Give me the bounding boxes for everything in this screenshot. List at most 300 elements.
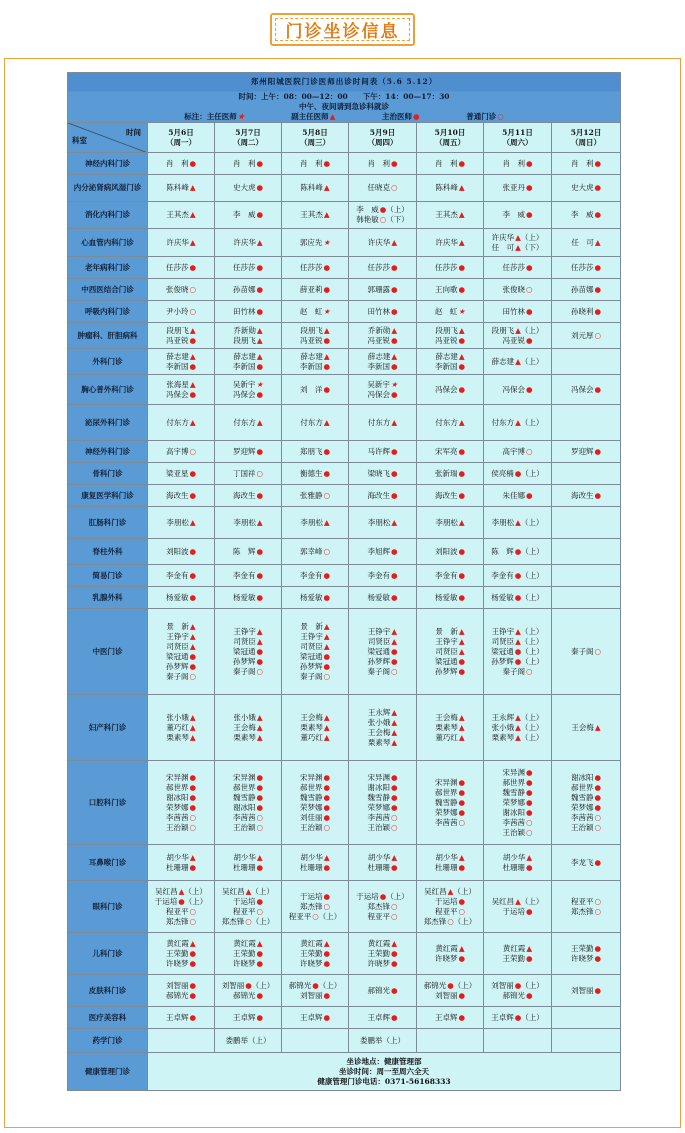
doctor-name: 任莎莎 xyxy=(434,262,458,272)
title-mark-attending: ● xyxy=(594,943,602,953)
doctor-entry xyxy=(554,447,618,457)
title-mark-deputy: ▲ xyxy=(189,183,196,192)
doctor-name: 谢冰阳 xyxy=(165,792,189,802)
doctor-entry xyxy=(351,647,414,657)
doctor-name: 秦子阁 xyxy=(502,666,525,676)
doctor-entry xyxy=(284,571,346,581)
session-note: （上） xyxy=(520,712,544,722)
doctor-entry xyxy=(217,793,279,803)
doctor-name: 任晓克 xyxy=(367,183,390,192)
schedule-cell xyxy=(215,229,282,257)
doctor-entry xyxy=(419,818,481,828)
doctor-name: 于运培 xyxy=(356,891,379,901)
title-mark-deputy: ▲ xyxy=(256,417,263,427)
day-weekday: （周二） xyxy=(233,137,263,147)
session-note: （上） xyxy=(521,980,544,990)
department-name: 脊柱外科 xyxy=(68,539,148,565)
title-mark-attending: ● xyxy=(525,158,533,168)
title-mark-deputy: ▲ xyxy=(458,712,465,722)
doctor-name: 郝世界 xyxy=(502,777,525,787)
title-mark-attending: ● xyxy=(458,158,466,168)
session-note: （上） xyxy=(520,417,544,427)
title-mark-attending: ● xyxy=(390,958,398,968)
doctor-name: 杨爱敏 xyxy=(232,592,256,602)
doctor-name: 肖 利 xyxy=(299,158,323,168)
session-note: （上） xyxy=(520,232,544,242)
department-name: 呼吸内科门诊 xyxy=(68,301,148,323)
title-mark-attending: ● xyxy=(525,953,533,963)
title-mark-attending: ● xyxy=(594,857,602,867)
doctor-entry xyxy=(486,593,549,603)
doctor-name: 杜珊珊 xyxy=(367,862,390,872)
doctor-name: 司贤臣 xyxy=(233,636,256,646)
schedule-cell xyxy=(282,202,349,229)
title-mark-attending: ● xyxy=(390,389,398,399)
doctor-entry xyxy=(217,159,279,169)
doctor-entry xyxy=(217,723,279,733)
doctor-name: 栗素琴 xyxy=(233,732,256,742)
doctor-name: 张俊晓 xyxy=(502,284,525,294)
schedule-cell xyxy=(215,153,282,175)
doctor-name: 司贤臣 xyxy=(491,636,515,646)
doctor-entry xyxy=(217,263,279,273)
doctor-entry xyxy=(284,723,346,733)
title-mark-deputy: ▲ xyxy=(391,351,398,361)
title-mark-attending: ● xyxy=(189,802,197,812)
doctor-name: 李茜茜 xyxy=(434,817,458,827)
doctor-entry xyxy=(419,627,481,637)
doctor-name: 孙梦辉 xyxy=(491,656,514,666)
title-mark-attending: ● xyxy=(458,262,466,272)
doctor-name: 李茜茜 xyxy=(165,812,189,822)
doctor-name: 王会梅 xyxy=(367,727,391,737)
doctor-name: 张海星 xyxy=(166,379,189,389)
doctor-name: 段朋飞 xyxy=(435,325,458,335)
title-mark-attending: ● xyxy=(514,646,522,656)
schedule-cell xyxy=(417,565,484,587)
doctor-entry xyxy=(419,887,481,897)
department-name: 妇产科门诊 xyxy=(68,695,148,761)
doctor-name: 宋异渊 xyxy=(165,772,189,782)
doctor-entry xyxy=(284,385,346,395)
doctor-name: 李金有 xyxy=(165,570,189,580)
doctor-name: 段朋飞 xyxy=(300,325,323,335)
schedule-cell xyxy=(282,257,349,279)
doctor-name: 王铮宇 xyxy=(166,631,189,641)
doctor-name: 谢冰阳 xyxy=(502,807,525,817)
doctor-entry xyxy=(351,912,414,922)
doctor-name: 景 新 xyxy=(300,621,323,631)
schedule-cell xyxy=(417,229,484,257)
title-mark-attending: ● xyxy=(189,990,197,1000)
title-mark-deputy: ▲ xyxy=(515,242,521,252)
schedule-cell xyxy=(215,845,282,881)
doctor-name: 胡少华 xyxy=(435,852,458,862)
title-mark-deputy: ▲ xyxy=(189,621,196,631)
doctor-name: 栗素琴 xyxy=(435,722,458,732)
title-mark-attending: ● xyxy=(256,646,264,656)
schedule-subtitle xyxy=(68,92,621,123)
day-header-2 xyxy=(282,123,349,153)
doctor-entry xyxy=(419,723,481,733)
doctor-name: 王会梅 xyxy=(571,722,594,732)
doctor-entry xyxy=(554,813,618,823)
title-mark-deputy: ▲ xyxy=(189,938,196,948)
doctor-name: 黄红霞 xyxy=(300,938,323,948)
doctor-name: 董巧红 xyxy=(166,722,189,732)
doctor-name: 杜珊珊 xyxy=(299,862,323,872)
doctor-name: 秦子阁 xyxy=(232,666,256,676)
schedule-cell xyxy=(349,375,417,405)
schedule-cell xyxy=(148,761,215,845)
title-mark-deputy: ▲ xyxy=(189,325,196,335)
doctor-name: 王卓辉 xyxy=(434,1012,458,1022)
title-mark-chief: ★ xyxy=(458,306,466,316)
title-mark-deputy: ▲ xyxy=(323,938,330,948)
schedule-cell xyxy=(282,507,349,539)
doctor-entry xyxy=(486,243,549,253)
session-note: （上） xyxy=(248,1035,271,1045)
schedule-cell xyxy=(349,202,417,229)
doctor-entry xyxy=(150,210,212,220)
title-mark-attending: ● xyxy=(525,797,533,807)
doctor-entry xyxy=(217,547,279,557)
doctor-entry xyxy=(284,813,346,823)
schedule-cell xyxy=(552,175,621,202)
schedule-cell xyxy=(417,609,484,695)
legend xyxy=(70,112,618,122)
doctor-entry xyxy=(554,773,618,783)
doctor-name: 王其杰 xyxy=(166,210,189,219)
doctor-entry xyxy=(150,853,212,863)
doctor-name: 梁冠通 xyxy=(299,651,323,661)
title-mark-attending: ● xyxy=(323,446,331,456)
title-mark-deputy: ▲ xyxy=(391,717,398,727)
doctor-entry xyxy=(419,418,481,428)
section-banner xyxy=(270,13,415,46)
doctor-name: 李金有 xyxy=(299,570,323,580)
title-mark-attending: ● xyxy=(256,284,264,294)
doctor-entry xyxy=(150,793,212,803)
schedule-cell xyxy=(417,323,484,349)
session-note: （下） xyxy=(520,242,544,252)
doctor-name: 梁亚星 xyxy=(165,468,189,478)
doctor-entry xyxy=(419,657,481,667)
doctor-entry xyxy=(486,991,549,1001)
schedule-cell xyxy=(282,539,349,565)
doctor-name: 杨爱敏 xyxy=(491,592,514,602)
schedule-cell xyxy=(282,761,349,845)
title-mark-attending: ● xyxy=(256,546,264,556)
doctor-name: 张俊晓 xyxy=(165,284,189,294)
schedule-cell xyxy=(552,202,621,229)
doctor-entry xyxy=(284,793,346,803)
title-mark-deputy: ▲ xyxy=(256,351,263,361)
title-mark-attending: ● xyxy=(458,862,466,872)
title-mark-attending: ● xyxy=(514,980,522,990)
table-row xyxy=(68,463,621,485)
schedule-cell xyxy=(552,375,621,405)
schedule-cell xyxy=(552,229,621,257)
doctor-entry xyxy=(554,307,618,317)
doctor-entry xyxy=(486,954,549,964)
doctor-name: 肖 利 xyxy=(502,158,525,168)
schedule-cell xyxy=(215,202,282,229)
doctor-name: 张小娥 xyxy=(233,712,256,722)
table-row xyxy=(68,229,621,257)
session-note: （上） xyxy=(521,468,544,478)
doctor-entry xyxy=(554,823,618,833)
doctor-name: 郝世界 xyxy=(299,782,323,792)
doctor-entry xyxy=(351,773,414,783)
doctor-entry xyxy=(351,708,414,718)
department-name: 耳鼻喉门诊 xyxy=(68,845,148,881)
doctor-name: 秦子阁 xyxy=(299,671,323,681)
doctor-entry xyxy=(217,991,279,1001)
title-mark-deputy: ▲ xyxy=(515,732,521,742)
title-mark-deputy: ▲ xyxy=(391,938,398,948)
doctor-name: 李新国 xyxy=(299,361,323,371)
doctor-name: 王其杰 xyxy=(435,210,458,219)
health-info-line: 坐诊时间：周一至周六全天 xyxy=(339,1066,430,1076)
doctor-entry xyxy=(284,238,346,248)
doctor-name: 魏雪静 xyxy=(299,792,323,802)
schedule-cell xyxy=(417,881,484,933)
title-mark-deputy: ▲ xyxy=(189,852,196,862)
title-mark-deputy: ▲ xyxy=(323,417,330,427)
doctor-entry xyxy=(284,939,346,949)
schedule-cell xyxy=(148,441,215,463)
title-mark-attending: ● xyxy=(323,812,331,822)
doctor-name: 栗素琴 xyxy=(491,732,515,742)
schedule-cell xyxy=(215,301,282,323)
schedule-cell xyxy=(484,323,552,349)
doctor-name: 薛亚莉 xyxy=(299,284,323,294)
doctor-name: 王铮宇 xyxy=(491,626,515,636)
table-row xyxy=(68,1029,621,1053)
doctor-name: 刘 洋 xyxy=(299,384,323,394)
schedule-cell xyxy=(417,539,484,565)
doctor-name: 段朋飞 xyxy=(491,325,515,335)
doctor-name: 王永辉 xyxy=(367,707,391,717)
doctor-entry xyxy=(351,986,414,996)
schedule-cell xyxy=(349,609,417,695)
doctor-name: 段朋飞 xyxy=(166,325,189,335)
schedule-cell xyxy=(282,881,349,933)
doctor-name: 薛志建 xyxy=(166,351,189,361)
schedule-cell xyxy=(349,1007,417,1029)
doctor-entry xyxy=(554,238,618,248)
doctor-entry xyxy=(150,307,212,317)
doctor-entry xyxy=(554,385,618,395)
title-mark-deputy: ▲ xyxy=(189,641,196,651)
doctor-entry xyxy=(486,385,549,395)
title-mark-attending: ● xyxy=(323,335,331,345)
schedule-cell xyxy=(484,609,552,695)
title-mark-deputy: ▲ xyxy=(323,722,330,732)
schedule-cell xyxy=(215,323,282,349)
doctor-entry xyxy=(486,733,549,743)
title-mark-deputy: ▲ xyxy=(391,325,398,335)
doctor-entry xyxy=(217,887,279,897)
doctor-name: 郝世界 xyxy=(165,782,189,792)
table-row xyxy=(68,257,621,279)
doctor-name: 李金有 xyxy=(367,570,390,580)
doctor-name: 胡少华 xyxy=(502,852,526,862)
title-mark-deputy: ▲ xyxy=(323,183,330,192)
schedule-cell xyxy=(148,881,215,933)
doctor-entry xyxy=(351,215,414,225)
title-mark-attending: ● xyxy=(189,862,197,872)
doctor-entry xyxy=(217,183,279,193)
title-mark-attending: ● xyxy=(323,802,331,812)
schedule-cell xyxy=(552,507,621,539)
title-mark-general: ○ xyxy=(189,812,197,822)
doctor-entry xyxy=(419,853,481,863)
doctor-name: 李 威 xyxy=(232,210,256,219)
schedule-cell xyxy=(148,175,215,202)
doctor-name: 刘智丽 xyxy=(221,980,245,990)
title-mark-deputy: ▲ xyxy=(515,356,521,366)
day-header-3 xyxy=(349,123,417,153)
doctor-entry xyxy=(217,773,279,783)
doctor-name: 郭幸峰 xyxy=(299,546,323,556)
session-note: （上） xyxy=(520,356,544,366)
session-note: （上） xyxy=(184,896,208,906)
schedule-cell xyxy=(349,761,417,845)
doctor-entry xyxy=(217,959,279,969)
doctor-entry xyxy=(217,637,279,647)
doctor-entry xyxy=(150,326,212,336)
doctor-entry xyxy=(419,491,481,501)
doctor-name: 荣梦娜 xyxy=(502,797,525,807)
schedule-body xyxy=(68,73,621,1091)
schedule-cell xyxy=(349,463,417,485)
title-mark-general: ○ xyxy=(189,306,197,316)
schedule-cell xyxy=(282,1029,349,1053)
title-mark-attending: ● xyxy=(189,389,197,399)
schedule-cell xyxy=(148,463,215,485)
doctor-entry xyxy=(217,238,279,248)
doctor-name: 刘元厚 xyxy=(571,330,594,340)
doctor-entry xyxy=(150,813,212,823)
schedule-cell xyxy=(552,933,621,975)
session-note: （上） xyxy=(521,592,544,602)
doctor-entry xyxy=(284,912,346,922)
schedule-cell xyxy=(484,153,552,175)
doctor-name: 史大虎 xyxy=(571,183,594,192)
doctor-entry xyxy=(351,728,414,738)
title-mark-attending: ● xyxy=(390,335,398,345)
title-mark-deputy: ▲ xyxy=(458,646,465,656)
schedule-cell xyxy=(417,975,484,1007)
title-mark-attending: ● xyxy=(514,592,522,602)
schedule-cell xyxy=(417,485,484,507)
title-mark-attending: ● xyxy=(514,1012,522,1022)
title-mark-deputy: ▲ xyxy=(391,707,398,717)
doctor-entry xyxy=(150,1013,212,1023)
title-mark-general: ○ xyxy=(312,911,319,921)
schedule-cell xyxy=(148,257,215,279)
doctor-entry xyxy=(419,238,481,248)
doctor-name: 海改生 xyxy=(165,490,189,500)
title-mark-attending: ● xyxy=(256,792,264,802)
title-mark-attending: ● xyxy=(594,446,602,456)
schedule-cell xyxy=(484,375,552,405)
title-mark-general: ○ xyxy=(390,666,398,676)
opening-hours: 时间：上午：08：00—12：00 下午：14：00—17：30 xyxy=(238,92,450,101)
schedule-cell xyxy=(215,441,282,463)
title-mark-general: ○ xyxy=(390,901,398,911)
doctor-name: 于运培 xyxy=(434,896,458,906)
session-note: （上） xyxy=(521,570,544,580)
doctor-entry xyxy=(150,159,212,169)
doctor-entry xyxy=(351,159,414,169)
title-mark-attending: ● xyxy=(256,446,264,456)
title-mark-deputy: ▲ xyxy=(458,722,465,732)
title-mark-attending: ● xyxy=(390,646,398,656)
title-mark-general: ○ xyxy=(447,916,454,926)
doctor-entry xyxy=(284,892,346,902)
doctor-name: 朱佳娜 xyxy=(502,490,525,500)
table-row xyxy=(68,609,621,695)
corner-dept-label: 科室 xyxy=(72,136,87,145)
doctor-name: 付东方 xyxy=(367,417,391,427)
doctor-name: 景 新 xyxy=(166,621,189,631)
doctor-name: 王治颖 xyxy=(502,827,525,837)
title-mark-attending: ● xyxy=(390,985,398,995)
title-mark-attending: ● xyxy=(256,210,264,219)
schedule-cell xyxy=(484,1007,552,1029)
schedule-cell xyxy=(552,485,621,507)
doctor-name: 于运培 xyxy=(299,891,323,901)
doctor-entry xyxy=(150,632,212,642)
doctor-name: 郝锦光 xyxy=(367,985,390,995)
department-name: 中西医结合门诊 xyxy=(68,279,148,301)
title-mark-attending: ● xyxy=(379,205,387,214)
doctor-entry xyxy=(284,418,346,428)
title-mark-deputy: ▲ xyxy=(391,852,398,862)
schedule-cell xyxy=(148,975,215,1007)
doctor-entry xyxy=(284,469,346,479)
schedule-cell xyxy=(349,279,417,301)
department-name: 泌尿外科门诊 xyxy=(68,405,148,441)
doctor-entry xyxy=(284,593,346,603)
title-mark-attending: ● xyxy=(189,948,197,958)
doctor-name: 许晓梦 xyxy=(165,958,189,968)
doctor-name: 张雅静 xyxy=(299,490,323,500)
title-mark-attending: ● xyxy=(594,772,602,782)
schedule-cell xyxy=(215,257,282,279)
doctor-entry xyxy=(351,263,414,273)
schedule-cell xyxy=(484,202,552,229)
doctor-entry xyxy=(217,380,279,390)
title-mark-deputy: ▲ xyxy=(256,517,263,527)
day-header-4 xyxy=(417,123,484,153)
title-mark-attending: ● xyxy=(458,490,466,500)
title-mark-attending: ● xyxy=(390,468,398,478)
title-mark-general: ○ xyxy=(594,812,602,822)
schedule-cell xyxy=(282,609,349,695)
doctor-entry xyxy=(486,768,549,778)
doctor-name: 王会梅 xyxy=(300,712,323,722)
schedule-cell xyxy=(484,257,552,279)
doctor-name: 许晓梦 xyxy=(232,958,256,968)
doctor-name: 胡少华 xyxy=(367,852,391,862)
doctor-name: 王铮宇 xyxy=(367,626,391,636)
doctor-name: 孙晓利 xyxy=(571,306,594,316)
doctor-entry xyxy=(284,352,346,362)
